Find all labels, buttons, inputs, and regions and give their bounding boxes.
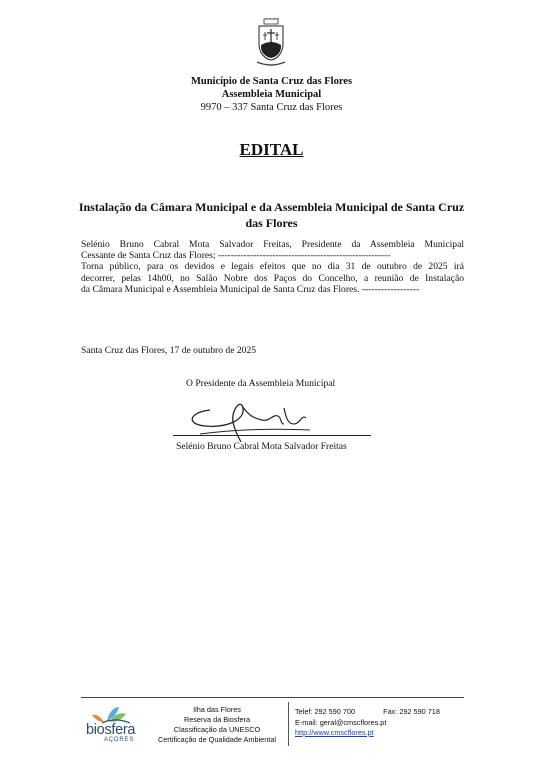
footer-email[interactable]: E-mail: geral@cmscflores.pt [295,717,387,727]
footer-website-link[interactable]: http://www.cmscflores.pt [295,728,374,737]
footer-contacts [295,707,440,739]
signatory-role: O Presidente da Assembleia Municipal [186,378,336,389]
body-line: decorrer, pelas 14h00, no Salão Nobre dos Paços do Concelho, a reunião de Instalação [81,272,464,284]
biosfera-logo-region: AÇORES [104,737,135,743]
signature-line [173,435,371,436]
document-subject: Instalação da Câmara Municipal e da Assembleia Municipal de Santa Cruz das Flores [78,200,465,230]
footer-vertical-divider [288,702,289,746]
document-title: EDITAL [239,140,304,159]
footer-info-line: Reserva da Biosfera [183,715,251,724]
body-line: da Câmara Municipal e Assembleia Municipal de Santa Cruz das Flores. ------------------ [81,283,420,295]
assembly-name: Assembleia Municipal [221,89,322,100]
footer-divider [81,697,464,698]
date-line: Santa Cruz das Flores, 17 de outubro de 2025 [81,345,257,356]
footer-info-line: Certificação de Qualidade Ambiental [157,735,277,744]
body-line: Torna público, para os devidos e legais efeitos que no dia 31 de outubro de 2025 irá [81,261,464,273]
biosfera-logo-word: biosfera [86,722,136,738]
body-line: Selénio Bruno Cabral Mota Salvador Freitas, Presidente da Assembleia Municipal [81,239,464,250]
municipal-crest-icon [251,18,291,68]
municipality-name: Município de Santa Cruz das Flores [190,76,353,87]
footer-fax: Fax: 292 590 718 [383,707,440,716]
address: 9970 – 337 Santa Cruz das Flores [200,102,343,113]
footer-phone: Telef: 292 590 700 [295,707,356,716]
footer-info-line: Classificação da UNESCO [173,725,261,734]
footer-info-line: Ilha das Flores [193,705,241,714]
footer-biosphere-info [150,705,284,745]
footer-phone-fax-row [295,707,440,718]
body-line: Cessante de Santa Cruz das Flores; ------------------------------------------------------ [81,250,391,262]
signatory-name: Selénio Bruno Cabral Mota Salvador Freitas [176,441,347,452]
document-body [81,239,464,295]
